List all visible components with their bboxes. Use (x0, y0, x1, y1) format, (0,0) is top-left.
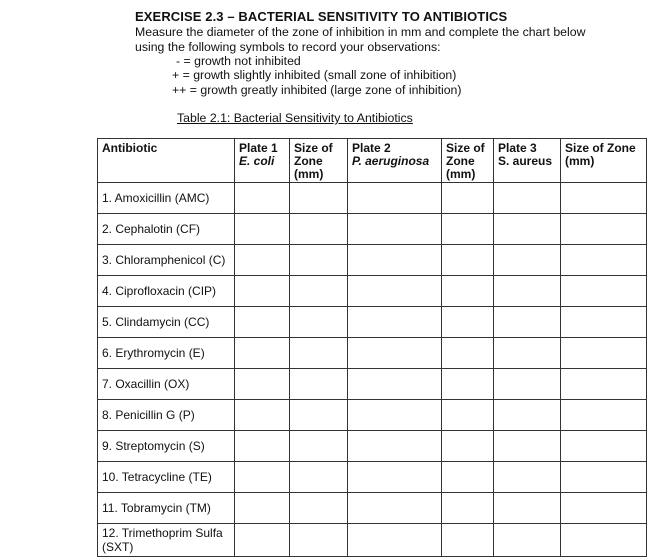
zone-1-cell[interactable] (290, 307, 348, 338)
table-row (98, 431, 647, 462)
zone-2-cell[interactable] (442, 307, 494, 338)
zone-1-cell[interactable] (290, 183, 348, 214)
plate-1-cell[interactable] (235, 183, 290, 214)
zone-2-cell[interactable] (442, 276, 494, 307)
antibiotic-name: 7. Oxacillin (OX) (98, 369, 235, 400)
plate-1-cell[interactable] (235, 307, 290, 338)
plate-2-cell[interactable] (348, 276, 442, 307)
table-header-row (98, 139, 647, 183)
plate-2-cell[interactable] (348, 462, 442, 493)
zone-2-cell[interactable] (442, 338, 494, 369)
exercise-title: EXERCISE 2.3 – BACTERIAL SENSITIVITY TO ANTIBIOTICS (135, 9, 508, 24)
plate-3-cell[interactable] (494, 307, 561, 338)
symbol-legend-great: ++ = growth greatly inhibited (large zone of inhibition) (172, 83, 462, 97)
zone-1-cell[interactable] (290, 400, 348, 431)
plate-3-cell[interactable] (494, 400, 561, 431)
plate-1-cell[interactable] (235, 338, 290, 369)
header-antibiotic: Antibiotic (98, 139, 235, 183)
plate-3-cell[interactable] (494, 462, 561, 493)
plate-2-cell[interactable] (348, 245, 442, 276)
antibiotic-name: 5. Clindamycin (CC) (98, 307, 235, 338)
zone-1-cell[interactable] (290, 276, 348, 307)
plate-3-cell[interactable] (494, 214, 561, 245)
table-row (98, 524, 647, 557)
zone-3-cell[interactable] (561, 493, 647, 524)
plate-3-cell[interactable] (494, 369, 561, 400)
header-plate-1-organism: E. coli (239, 154, 275, 168)
table-row (98, 214, 647, 245)
symbol-legend-none: - = growth not inhibited (176, 54, 301, 68)
table-row (98, 245, 647, 276)
zone-1-cell[interactable] (290, 462, 348, 493)
zone-2-cell[interactable] (442, 214, 494, 245)
header-plate-1 (235, 139, 290, 183)
table-row (98, 307, 647, 338)
antibiotic-name: 1. Amoxicillin (AMC) (98, 183, 235, 214)
header-plate-3-organism: S. aureus (498, 154, 553, 168)
plate-2-cell[interactable] (348, 214, 442, 245)
instruction-line-1: Measure the diameter of the zone of inhibition in mm and complete the chart below (135, 25, 586, 39)
header-plate-2-title: Plate 2 (352, 141, 391, 155)
plate-3-cell[interactable] (494, 245, 561, 276)
zone-2-cell[interactable] (442, 245, 494, 276)
zone-3-cell[interactable] (561, 276, 647, 307)
zone-3-cell[interactable] (561, 524, 647, 557)
plate-2-cell[interactable] (348, 400, 442, 431)
header-plate-3 (494, 139, 561, 183)
zone-2-cell[interactable] (442, 524, 494, 557)
sensitivity-table (97, 138, 647, 557)
header-zone-1: Size of Zone (mm) (290, 139, 348, 183)
antibiotic-name: 3. Chloramphenicol (C) (98, 245, 235, 276)
instruction-line-2: using the following symbols to record your observations: (135, 40, 441, 54)
plate-3-cell[interactable] (494, 524, 561, 557)
header-plate-1-title: Plate 1 (239, 141, 278, 155)
plate-2-cell[interactable] (348, 369, 442, 400)
header-zone-3: Size of Zone (mm) (561, 139, 647, 183)
zone-1-cell[interactable] (290, 214, 348, 245)
plate-1-cell[interactable] (235, 431, 290, 462)
plate-2-cell[interactable] (348, 431, 442, 462)
plate-2-cell[interactable] (348, 338, 442, 369)
table-row (98, 369, 647, 400)
zone-1-cell[interactable] (290, 524, 348, 557)
zone-3-cell[interactable] (561, 214, 647, 245)
zone-2-cell[interactable] (442, 462, 494, 493)
plate-2-cell[interactable] (348, 307, 442, 338)
zone-3-cell[interactable] (561, 369, 647, 400)
header-plate-3-title: Plate 3 (498, 141, 537, 155)
header-plate-2-organism: P. aeruginosa (352, 154, 430, 168)
zone-1-cell[interactable] (290, 245, 348, 276)
plate-1-cell[interactable] (235, 214, 290, 245)
table-body (98, 183, 647, 557)
zone-3-cell[interactable] (561, 400, 647, 431)
plate-3-cell[interactable] (494, 493, 561, 524)
zone-3-cell[interactable] (561, 245, 647, 276)
table-caption: Table 2.1: Bacterial Sensitivity to Antibiotics (177, 111, 413, 125)
zone-3-cell[interactable] (561, 462, 647, 493)
plate-2-cell[interactable] (348, 183, 442, 214)
antibiotic-name: 6. Erythromycin (E) (98, 338, 235, 369)
zone-3-cell[interactable] (561, 183, 647, 214)
zone-2-cell[interactable] (442, 183, 494, 214)
zone-3-cell[interactable] (561, 338, 647, 369)
plate-1-cell[interactable] (235, 524, 290, 557)
header-zone-2: Size of Zone (mm) (442, 139, 494, 183)
table-row (98, 183, 647, 214)
antibiotic-name: 11. Tobramycin (TM) (98, 493, 235, 524)
plate-3-cell[interactable] (494, 338, 561, 369)
plate-1-cell[interactable] (235, 493, 290, 524)
plate-3-cell[interactable] (494, 276, 561, 307)
plate-1-cell[interactable] (235, 369, 290, 400)
plate-1-cell[interactable] (235, 400, 290, 431)
zone-2-cell[interactable] (442, 400, 494, 431)
table-row (98, 276, 647, 307)
zone-3-cell[interactable] (561, 307, 647, 338)
antibiotic-name: 12. Trimethoprim Sulfa (SXT) (98, 524, 235, 557)
plate-1-cell[interactable] (235, 462, 290, 493)
zone-1-cell[interactable] (290, 369, 348, 400)
plate-1-cell[interactable] (235, 276, 290, 307)
antibiotic-name: 2. Cephalotin (CF) (98, 214, 235, 245)
zone-2-cell[interactable] (442, 493, 494, 524)
table-row (98, 338, 647, 369)
zone-1-cell[interactable] (290, 493, 348, 524)
plate-1-cell[interactable] (235, 245, 290, 276)
table-row (98, 400, 647, 431)
table-row (98, 493, 647, 524)
zone-2-cell[interactable] (442, 369, 494, 400)
zone-3-cell[interactable] (561, 431, 647, 462)
zone-2-cell[interactable] (442, 431, 494, 462)
antibiotic-name: 4. Ciprofloxacin (CIP) (98, 276, 235, 307)
plate-2-cell[interactable] (348, 493, 442, 524)
symbol-legend-slight: + = growth slightly inhibited (small zone of inhibition) (172, 68, 457, 82)
antibiotic-name: 8. Penicillin G (P) (98, 400, 235, 431)
plate-2-cell[interactable] (348, 524, 442, 557)
header-plate-2 (348, 139, 442, 183)
antibiotic-name: 10. Tetracycline (TE) (98, 462, 235, 493)
plate-3-cell[interactable] (494, 183, 561, 214)
antibiotic-name: 9. Streptomycin (S) (98, 431, 235, 462)
zone-1-cell[interactable] (290, 338, 348, 369)
zone-1-cell[interactable] (290, 431, 348, 462)
table-row (98, 462, 647, 493)
plate-3-cell[interactable] (494, 431, 561, 462)
